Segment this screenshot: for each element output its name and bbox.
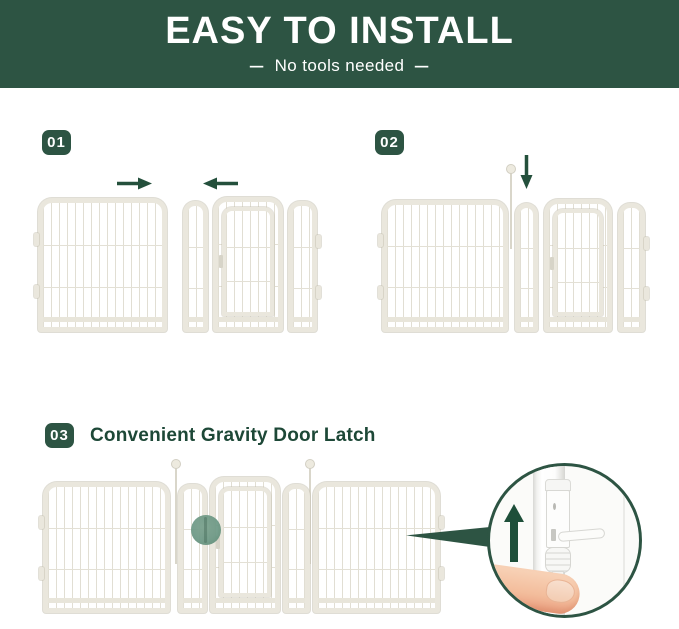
dash-right-icon: – <box>414 56 431 75</box>
fence-panel-door <box>213 197 283 332</box>
magnified-latch-circle <box>487 463 642 618</box>
header-subtitle <box>248 56 431 76</box>
fence-panel-narrow <box>618 203 645 332</box>
fence-door <box>219 487 271 597</box>
fence-panel-large <box>313 482 440 613</box>
subtitle-text: No tools needed <box>274 56 405 75</box>
step-1-badge: 01 <box>42 130 71 155</box>
step-3-title: Convenient Gravity Door Latch <box>90 425 376 446</box>
arrow-right-icon <box>116 177 152 190</box>
fence-door <box>222 207 274 316</box>
fence-panel-narrow <box>515 203 538 332</box>
fence-panel-large <box>43 482 170 613</box>
gravity-latch-barrel <box>545 547 571 573</box>
header-banner <box>0 0 679 88</box>
page-title: EASY TO INSTALL <box>165 10 514 52</box>
fence-panel-narrow <box>283 484 310 613</box>
fence-panel-large <box>382 200 508 332</box>
wall-seam <box>623 466 625 615</box>
step-2-badge: 02 <box>375 130 404 155</box>
fence-door <box>553 209 603 316</box>
fence-panel-narrow <box>288 201 317 332</box>
dash-left-icon: – <box>248 56 265 75</box>
arrow-down-icon <box>520 155 533 189</box>
arrow-left-icon <box>203 177 239 190</box>
fence-panel-narrow <box>183 201 208 332</box>
fence-panel-door <box>544 199 612 332</box>
fence-panel-door <box>210 477 280 613</box>
fence-panel-narrow <box>178 484 207 613</box>
connector-pin-icon <box>175 468 177 564</box>
fence-panel-large <box>38 198 167 332</box>
arrow-up-icon <box>502 504 526 562</box>
connector-pin-icon <box>510 173 512 249</box>
latch-highlight-dot-icon <box>191 515 221 545</box>
step-3-badge: 03 <box>45 423 74 448</box>
